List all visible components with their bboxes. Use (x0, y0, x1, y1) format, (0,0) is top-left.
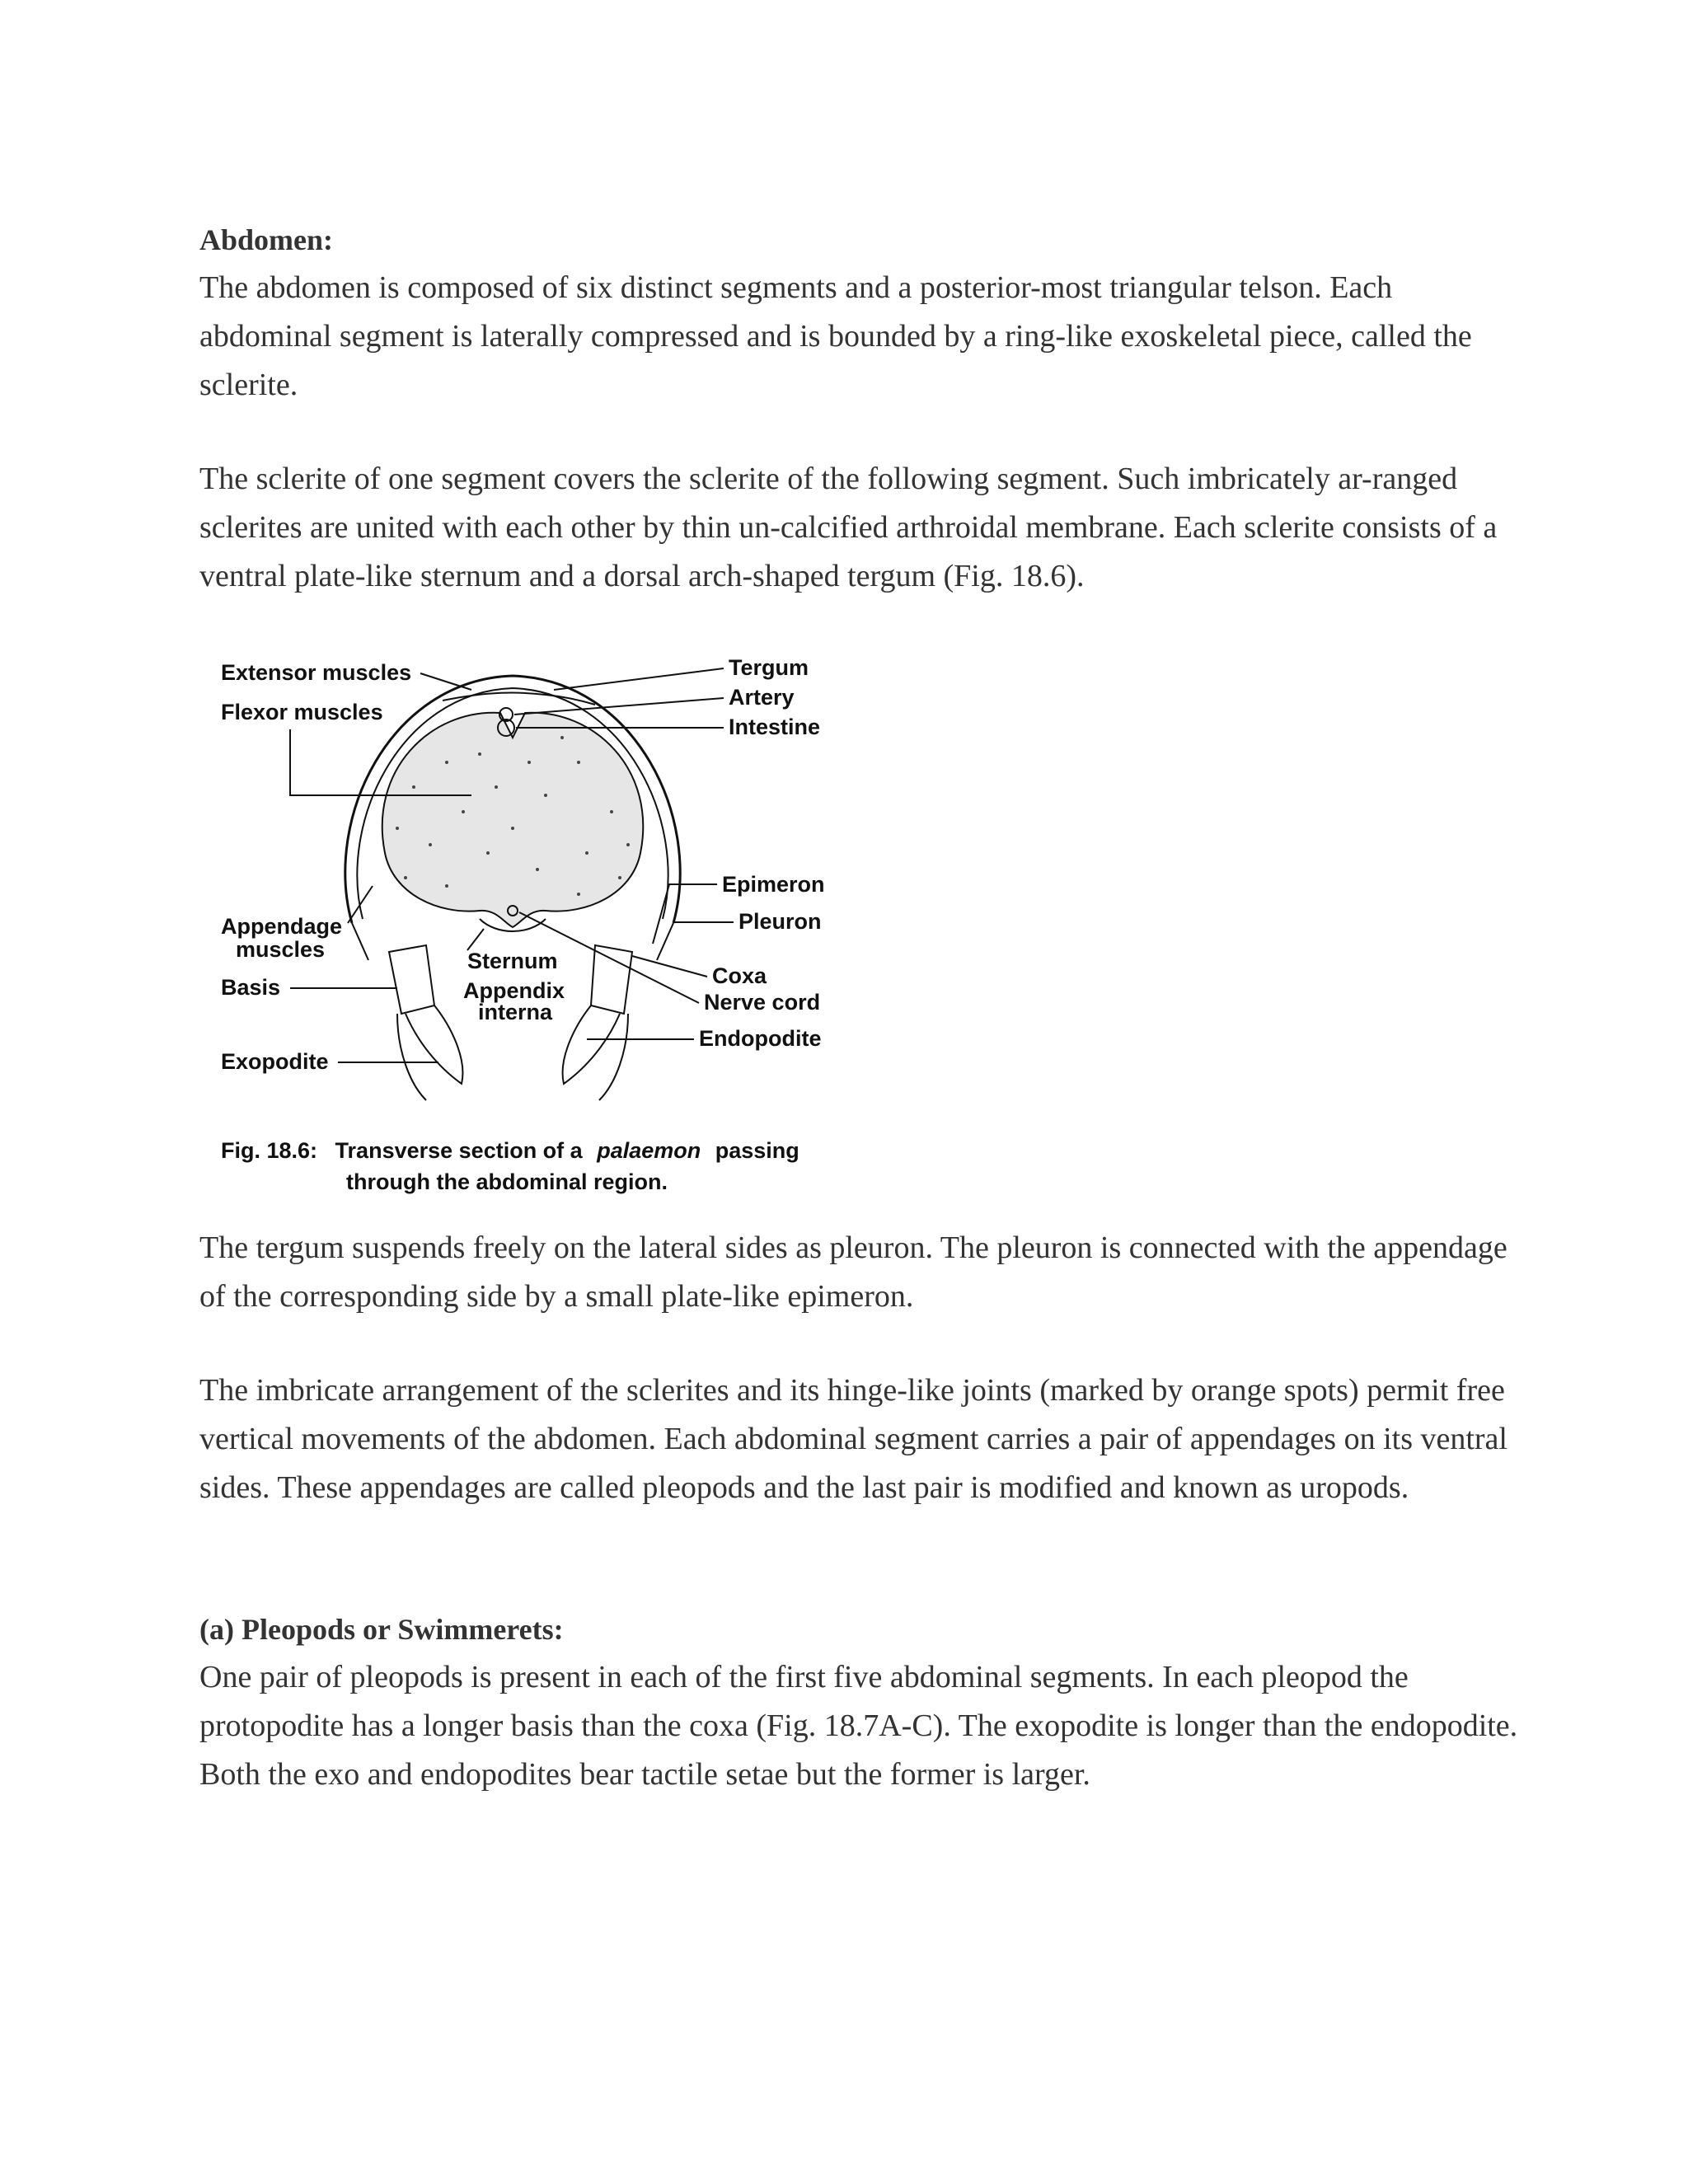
label-pleuron: Pleuron (738, 909, 822, 934)
section-pleopods (199, 1605, 1518, 1799)
label-appendix-interna-2: interna (478, 1000, 553, 1024)
label-intestine: Intestine (729, 715, 821, 739)
paragraph-pleopods: One pair of pleopods is present in each of the first five abdominal segments. In each pleopod the protopodite has a longer basis than the coxa (Fig. 18.7A-C). The exopodite is longer than the endopodite. Both the exo and endopodites bear tactile setae but the former is larger. (199, 1660, 1518, 1792)
figure-caption-number: Fig. 18.6: (221, 1138, 318, 1163)
figure-caption-line2: through the abdominal region. (346, 1169, 668, 1194)
label-coxa: Coxa (712, 963, 767, 988)
label-appendage-muscles-1: Appendage (221, 914, 343, 939)
label-basis: Basis (221, 975, 281, 1000)
muscle-mass (382, 713, 644, 927)
paragraph-abdomen-intro: The abdomen is composed of six distinct segments and a posterior-most triangular telson. Each abdominal segment is laterally compressed and is bounded by a ring-like exoskeletal piece, called the sclerite. (199, 270, 1472, 402)
label-sternum: Sternum (467, 949, 558, 973)
paragraph-sclerite-block (199, 455, 1518, 601)
label-extensor-muscles: Extensor muscles (221, 660, 412, 685)
label-nerve-cord: Nerve cord (704, 990, 821, 1015)
figure-caption-text-1: Transverse section of a (335, 1138, 583, 1163)
figure-caption-italic: palaemon (597, 1138, 701, 1163)
label-exopodite: Exopodite (221, 1049, 329, 1074)
figure-caption-line1 (221, 1138, 799, 1163)
figure-caption-text-2: passing (715, 1138, 799, 1163)
figure-transverse-section (199, 639, 839, 1207)
label-epimeron: Epimeron (722, 872, 825, 897)
section-abdomen (199, 216, 1518, 410)
right-basis-shape (591, 945, 632, 1014)
transverse-section-diagram (199, 639, 839, 1207)
paragraph-imbricate: The imbricate arrangement of the sclerites and its hinge-like joints (marked by orange spots) permit free vertical movements of the abdomen. Each abdominal segment carries a pair of appendages on its ventral sides. These appendages are called pleopods and the last pair is modified and known as uropods. (199, 1373, 1507, 1505)
label-appendage-muscles-2: muscles (236, 937, 326, 962)
label-appendix-interna-1: Appendix (463, 978, 565, 1003)
left-exopodite-shape (406, 1005, 462, 1084)
paragraph-imbricate-block (199, 1366, 1518, 1512)
heading-abdomen: Abdomen: (199, 223, 334, 256)
paragraph-tergum: The tergum suspends freely on the lateral sides as pleuron. The pleuron is connected with the appendage of the corresponding side by a small plate-like epimeron. (199, 1230, 1507, 1314)
heading-pleopods: (a) Pleopods or Swimmerets: (199, 1613, 564, 1646)
left-basis-shape (389, 945, 434, 1014)
label-endopodite: Endopodite (699, 1026, 822, 1051)
paragraph-tergum-block (199, 1224, 1518, 1321)
label-flexor-muscles: Flexor muscles (221, 700, 383, 724)
paragraph-sclerite: The sclerite of one segment covers the sclerite of the following segment. Such imbricately ar-ranged sclerites are united with each other by thin un-calcified arthroidal membrane. Each sclerite consists of a ventral plate-like sternum and a dorsal arch-shaped tergum (Fig. 18.6). (199, 462, 1498, 593)
label-tergum: Tergum (729, 655, 809, 680)
label-artery: Artery (729, 685, 795, 710)
right-endopodite-shape (563, 1005, 620, 1084)
